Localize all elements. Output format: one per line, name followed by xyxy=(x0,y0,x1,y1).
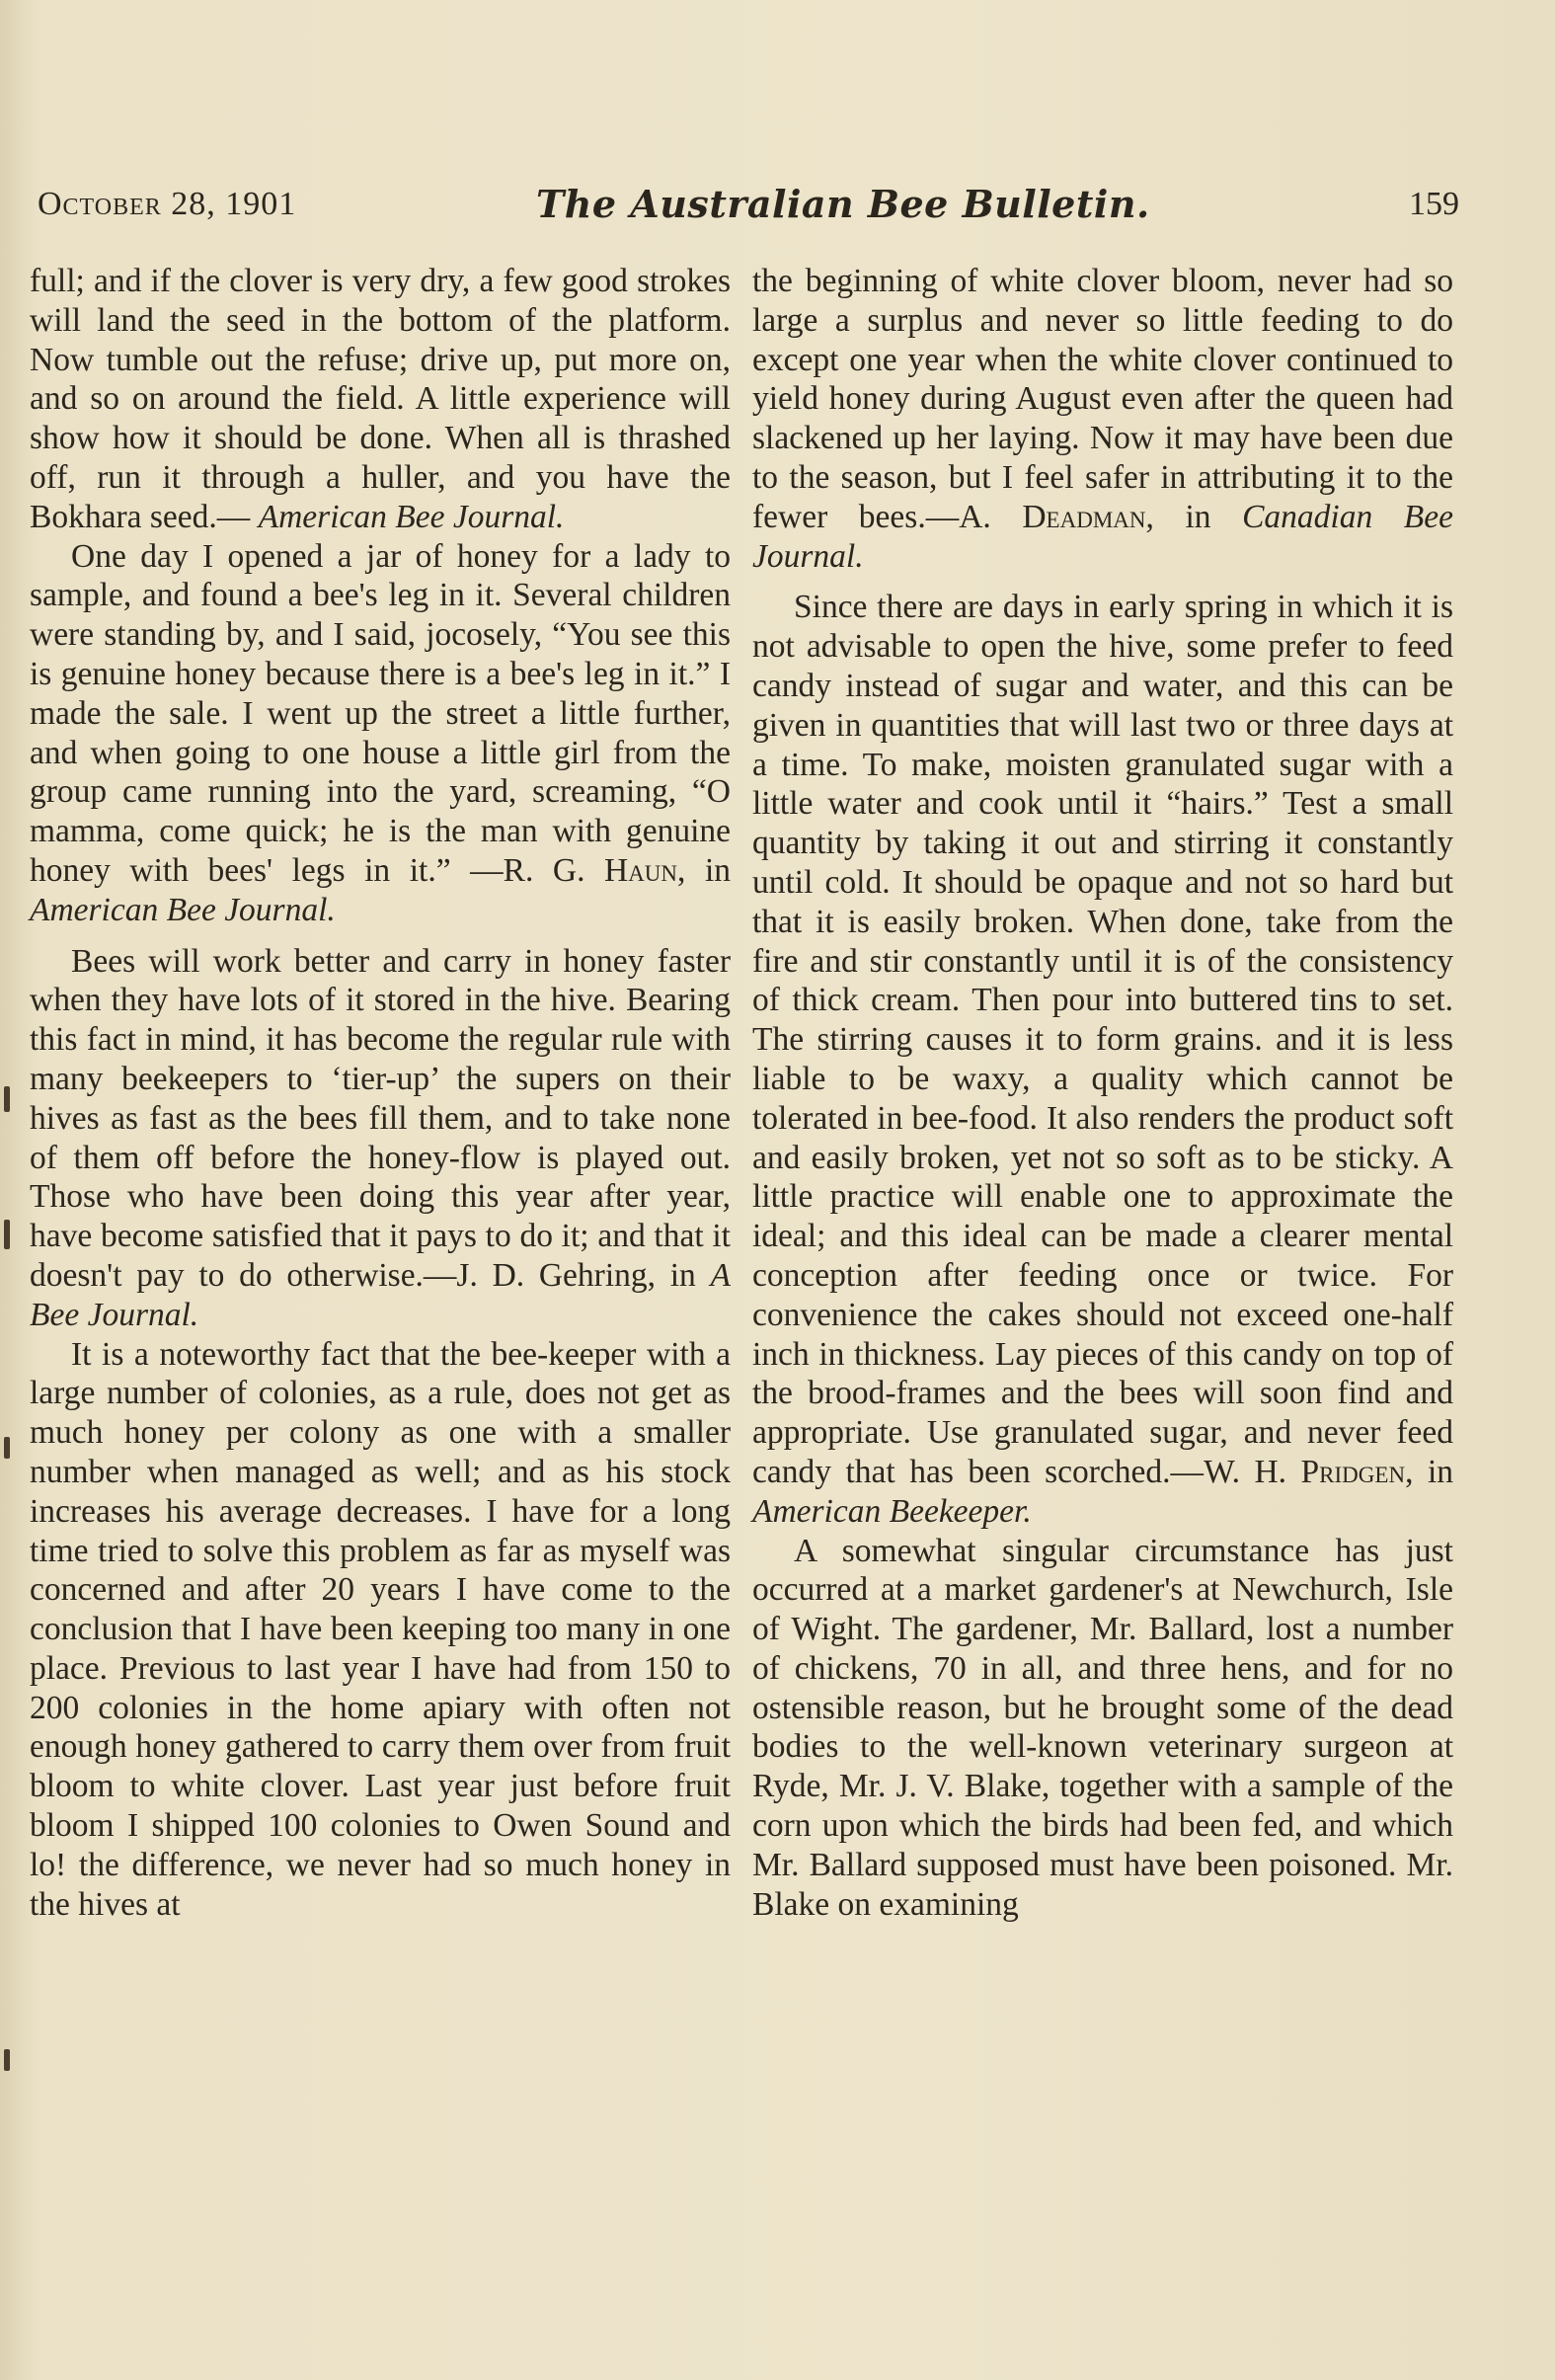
article-text: Since there are days in early spring in which it is not advisable to open the hive, some prefer to feed candy instead of sugar and water, and this can be given in quantities that will last two or three days at a time. To make, moisten granulated sugar with a little water and cook until it “hairs.” Test a small quantity by taking it out and stirring it constantly until cold. It should be opaque and not so hard but that it is easily broken. When done, take from the fire and stir constantly until it is of the consistency of thick cream. Then pour into buttered tins to set. The stirring causes it to form grains. and it is less liable to be waxy, a quality which cannot be tolerated in bee-food. It also renders the product soft and easily broken, yet not so soft as to be sticky. A little practice will enable one to approximate the ideal; and this ideal can be made a clearer mental conception after feeding once or twice. For convenience the cakes should not exceed one-half inch in thickness. Lay pieces of this candy on top of the brood-frames and the bees will soon find and appropriate. Use granulated sugar, and never feed candy that has been scorched.— xyxy=(752,589,1453,1490)
article-author: W. H. Pridgen xyxy=(1204,1453,1406,1490)
publication-title: The Australian Bee Bulletin. xyxy=(536,182,1150,226)
article-text: the beginning of white clover bloom, never had so large a surplus and never so little feeding to do except one year when the white clover continued to yield honey during August even after the queen had slackened up her laying. Now it may have been due to the season, but I feel safer in attributing it to the fewer bees.— xyxy=(752,263,1453,535)
article-text: Bees will work better and carry in honey faster when they have lots of it stored in the hive. Bearing this fact in mind, it has become the regular rule with many beekeepers to ‘tier-up’ the supers on their hives as fast as the bees fill them, and to take none of them off before the honey-flow is played out. Those who have been doing this year after year, have become satisfied that it pays to do it; and that it doesn't pay to do otherwise.—J. D. Gehring, in xyxy=(30,942,731,1294)
article-tier-up xyxy=(30,942,731,1335)
binding-mark xyxy=(4,1220,10,1249)
article-source: A Bee Journal. xyxy=(30,1256,731,1333)
article-sep: , in xyxy=(1145,498,1243,535)
page-header xyxy=(38,182,1459,235)
article-candy-feeding xyxy=(752,588,1453,1531)
article-bokhara-seed xyxy=(30,262,731,537)
article-text: It is a noteworthy fact that the bee-keeper with a large number of colonies, as a rule, does not get as much honey per colony as one with a smaller number when managed as well; and as his stock increases his average decreases. I have for a long time tried to solve this problem as far as myself was concerned and after 20 years I have come to the conclusion that I have been keeping too many in one place. Previous to last year I have had from 150 to 200 colonies in the home apiary with often not enough honey gathered to carry them over from fruit bloom to white clover. Last year just before fruit bloom I shipped 100 colonies to Owen Sound and lo! the difference, we never had so much honey in the hives at xyxy=(30,1335,731,1923)
article-author: A. Deadman xyxy=(959,498,1146,535)
right-column xyxy=(752,262,1453,1924)
page-number: 159 xyxy=(1409,186,1459,222)
article-author: R. G. Haun xyxy=(503,851,678,889)
article-text: A somewhat singular circumstance has just occurred at a market gardener's at Newchurch, Isle of Wight. The gardener, Mr. Ballard, lost a number of chickens, 70 in all, and three hens, and for no ostensible reason, but he brought some of the dead bodies to the well-known veterinary surgeon at Ryde, Mr. J. V. Blake, together with a sample of the corn upon which the birds had been fed, and which Mr. Ballard supposed must have been poisoned. Mr. Blake on examining xyxy=(752,1532,1453,1923)
article-source: American Bee Journal. xyxy=(30,891,336,928)
binding-mark xyxy=(4,1437,10,1459)
article-sep: , in xyxy=(677,851,732,889)
article-source: American Bee Journal. xyxy=(258,498,565,535)
binding-mark xyxy=(4,1086,10,1112)
article-bees-leg xyxy=(30,537,731,930)
article-colonies-continued xyxy=(752,262,1453,576)
article-poisoned-chickens xyxy=(752,1532,1453,1925)
article-source: American Beekeeper. xyxy=(752,1492,1032,1530)
article-source: Canadian Bee Journal. xyxy=(752,498,1453,575)
issue-date: October 28, 1901 xyxy=(38,186,297,222)
article-colonies xyxy=(30,1335,731,1925)
article-sep: , in xyxy=(1405,1453,1454,1490)
article-text: One day I opened a jar of honey for a lady to sample, and found a bee's leg in it. Several children were standing by, and I said, jocosely, “You see this is genuine honey because there is a bee's leg in it.” I made the sale. I went up the street a little further, and when going to one house a little girl from the group came running into the yard, screaming, “O mamma, come quick; he is the man with genuine honey with bees' legs in it.” — xyxy=(30,537,731,889)
left-column xyxy=(30,262,731,1924)
article-text: full; and if the clover is very dry, a few good strokes will land the seed in the bottom of the platform. Now tumble out the refuse; drive up, put more on, and so on around the field. A little experience will show how it should be done. When all is thrashed off, run it through a huller, and you have the Bokhara seed.— xyxy=(30,263,731,535)
binding-mark xyxy=(4,2049,10,2071)
